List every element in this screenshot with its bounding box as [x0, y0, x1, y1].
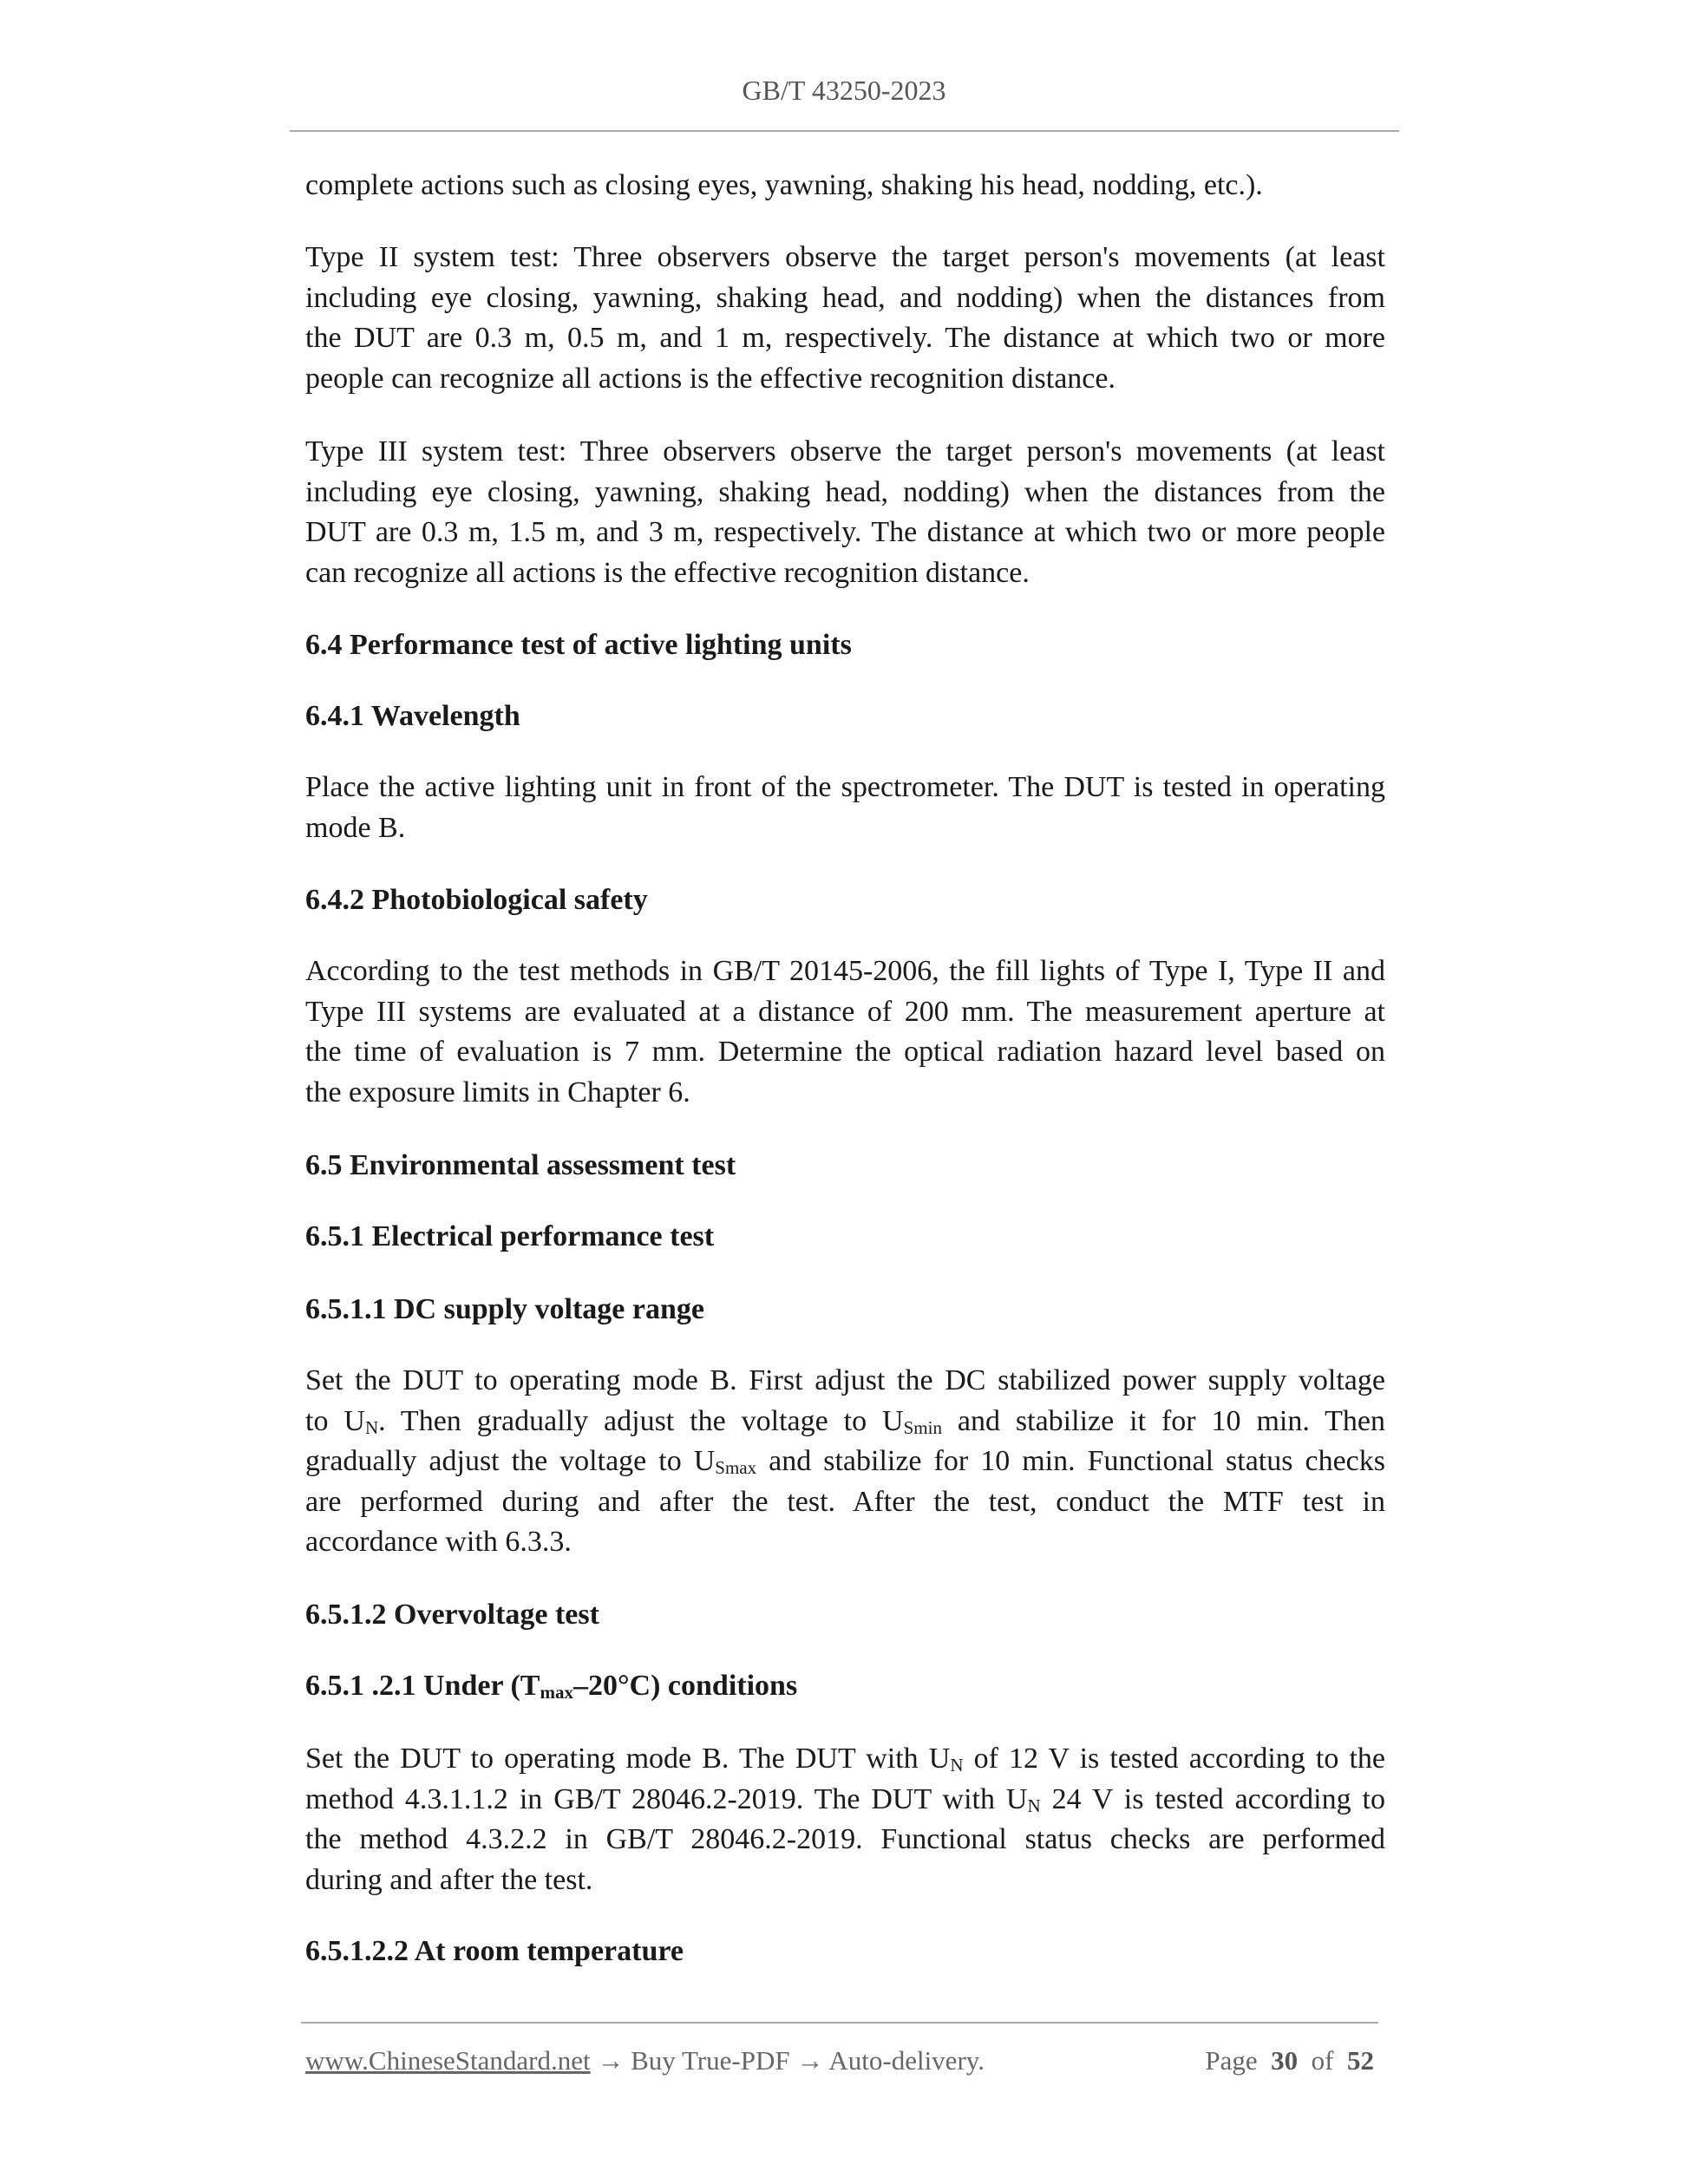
- header-divider: [290, 130, 1399, 132]
- section-heading: [305, 1290, 1385, 1331]
- section-heading: [305, 625, 1385, 666]
- text-line: can recognize all actions is the effective recognition distance.: [305, 556, 1030, 589]
- section-heading: [305, 1146, 1385, 1187]
- text-line: gradually adjust the voltage to $U_{Smax}$ and stabilize for 10 min. Functional status checks: [305, 1445, 1385, 1479]
- promo-text: → Buy True-PDF → Auto-delivery.: [590, 2045, 985, 2076]
- text-line: including eye closing, yawning, shaking head, nodding) when the distances from the: [305, 475, 1385, 508]
- section-heading: [305, 1932, 1385, 1972]
- total-pages: 52: [1347, 2045, 1374, 2076]
- subscript: N: [1027, 1795, 1041, 1816]
- paragraph: [305, 238, 1385, 399]
- document-id-header: GB/T 43250-2023: [742, 75, 946, 106]
- text-line: are performed during and after the test. After the test, conduct the MTF test in: [305, 1485, 1385, 1518]
- text-line: accordance with 6.3.3.: [305, 1526, 572, 1559]
- text-line: 6.5.1 .2.1 Under $(T_{max}-20^\circ C)$ conditions: [305, 1670, 798, 1703]
- text-line: DUT are 0.3 m, 1.5 m, and 3 m, respectively. The distance at which two or more people: [305, 516, 1385, 549]
- text-line: complete actions such as closing eyes, yawning, shaking his head, nodding, etc.).: [305, 169, 1263, 201]
- paragraph: [305, 166, 1385, 206]
- text-line: to $U_N$. Then gradually adjust the voltage to $U_{Smin}$ and stabilize it for 10 min. Then: [305, 1404, 1386, 1438]
- subscript: max: [540, 1682, 573, 1703]
- text-line: mode B.: [305, 811, 406, 844]
- text-line: people can recognize all actions is the effective recognition distance.: [305, 362, 1116, 395]
- text-line: 6.4.2 Photobiological safety: [305, 884, 648, 916]
- text-line: Place the active lighting unit in front of the spectrometer. The DUT is tested in operating: [305, 771, 1385, 803]
- section-heading: [305, 1666, 1385, 1707]
- text-line: 6.5.1.2.2 At room temperature: [305, 1935, 684, 1967]
- section-heading: [305, 1595, 1385, 1636]
- text-line: 6.5.1 Electrical performance test: [305, 1220, 715, 1252]
- subscript: Smin: [903, 1416, 942, 1438]
- paragraph: [305, 951, 1385, 1113]
- text-line: the method 4.3.2.2 in GB/T 28046.2-2019. Functional status checks are performed: [305, 1823, 1385, 1856]
- text-line: Set the DUT to operating mode B. First adjust the DC stabilized power supply voltage: [305, 1364, 1385, 1396]
- subscript: N: [950, 1755, 964, 1775]
- text-line: including eye closing, yawning, shaking head, and nodding) when the distances from: [305, 281, 1385, 314]
- text-line: Type III system test: Three observers observe the target person's movements (at least: [305, 435, 1385, 468]
- text-line: the time of evaluation is 7 mm. Determine the optical radiation hazard level based on: [305, 1036, 1385, 1069]
- section-heading: [305, 1217, 1385, 1258]
- page-number: Page 30 of 52: [1205, 2045, 1374, 2076]
- section-heading: [305, 880, 1385, 921]
- footer-divider: [301, 2022, 1378, 2024]
- text-line: 6.4 Performance test of active lighting units: [305, 629, 852, 661]
- paragraph: [305, 1361, 1385, 1563]
- footer-promo: [305, 2045, 985, 2076]
- page-footer: [305, 2045, 1374, 2076]
- text-line: According to the test methods in GB/T 20145-2006, the fill lights of Type I, Type II and: [305, 955, 1385, 987]
- text-line: Type II system test: Three observers observe the target person's movements (at least: [305, 241, 1385, 273]
- text-line: 6.5.1.2 Overvoltage test: [305, 1599, 599, 1631]
- paragraph: [305, 1739, 1385, 1900]
- current-page: 30: [1271, 2045, 1299, 2076]
- text-line: the DUT are 0.3 m, 0.5 m, and 1 m, respectively. The distance at which two or more: [305, 322, 1385, 355]
- section-heading: [305, 696, 1385, 737]
- text-line: 6.4.1 Wavelength: [305, 700, 520, 732]
- site-link[interactable]: www.ChineseStandard.net: [305, 2045, 591, 2076]
- text-line: 6.5.1.1 DC supply voltage range: [305, 1293, 704, 1325]
- subscript: Smax: [715, 1457, 757, 1479]
- text-line: during and after the test.: [305, 1863, 593, 1896]
- subscript: N: [364, 1416, 379, 1438]
- paragraph: [305, 768, 1385, 848]
- text-line: the exposure limits in Chapter 6.: [305, 1076, 690, 1108]
- text-line: Type III systems are evaluated at a distance of 200 mm. The measurement aperture at: [305, 995, 1385, 1028]
- text-line: 6.5 Environmental assessment test: [305, 1149, 736, 1181]
- text-line: method 4.3.1.1.2 in GB/T 28046.2-2019. The DUT with $U_N$ 24 V is tested according to: [305, 1782, 1385, 1816]
- text-line: Set the DUT to operating mode B. The DUT with $U_N$ of 12 V is tested according to the: [305, 1743, 1385, 1775]
- paragraph: [305, 432, 1385, 593]
